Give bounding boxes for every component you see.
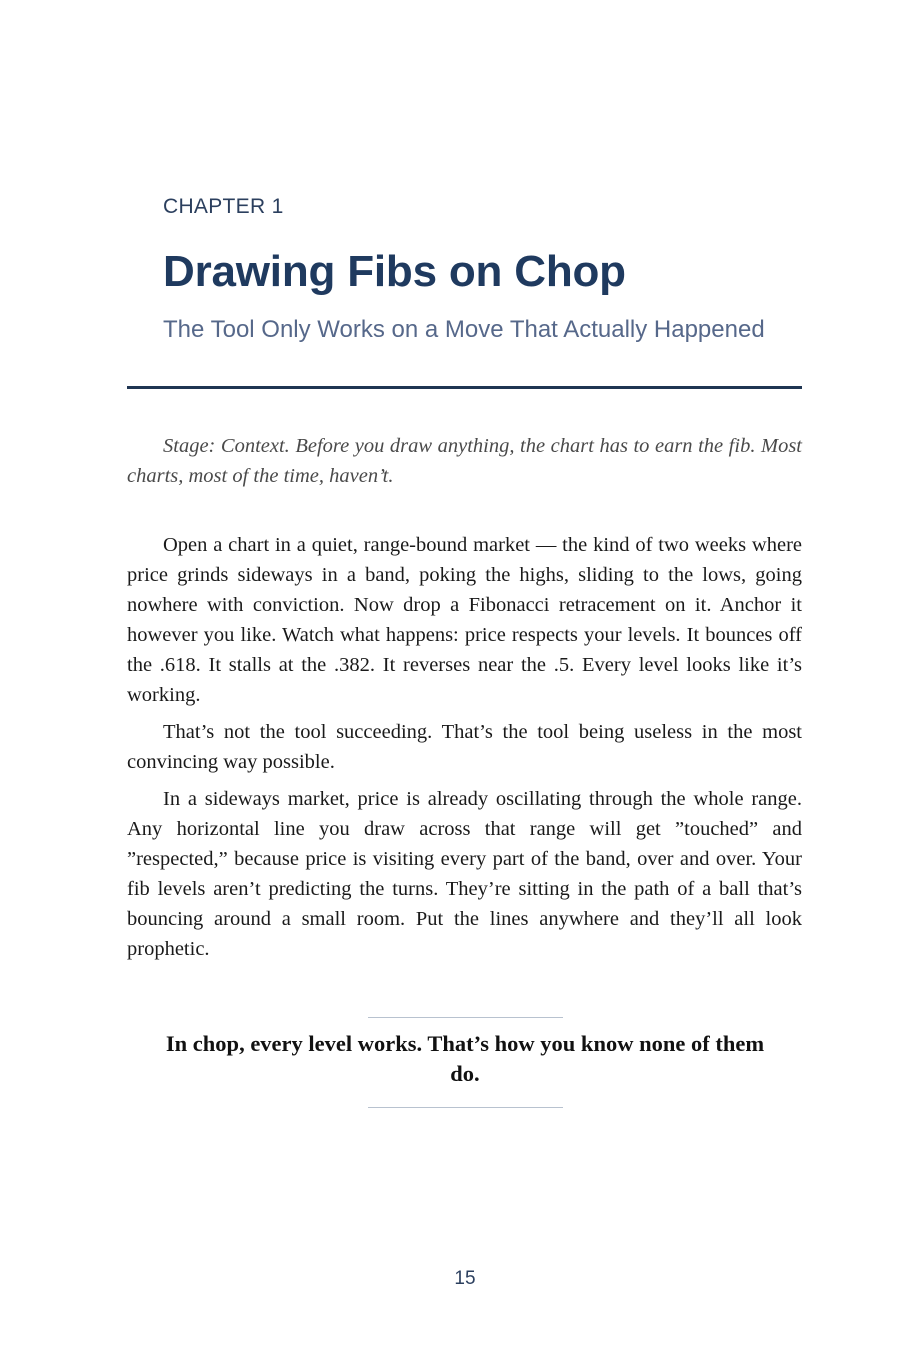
body-paragraphs — [127, 530, 802, 971]
paragraph: That’s not the tool succeeding. That’s the tool being useless in the most convincing way possible. — [127, 721, 802, 773]
chapter-label: CHAPTER 1 — [163, 195, 284, 218]
pull-quote-bottom-rule — [368, 1107, 563, 1108]
title-divider — [127, 386, 802, 389]
chapter-subtitle: The Tool Only Works on a Move That Actually Happened — [163, 316, 765, 343]
epigraph: Stage: Context. Before you draw anything, the chart has to earn the fib. Most charts, most of the time, haven’t. — [127, 435, 802, 487]
paragraph: Open a chart in a quiet, range-bound market — the kind of two weeks where price grinds sideways in a band, poking the highs, sliding to the lows, going nowhere with conviction. Now drop a Fibonacci retracement on it. Anchor it however you like. Watch what happens: price respects your levels. It bounces off the .618. It stalls at the .382. It reverses near the .5. Every level looks like it’s working. — [127, 534, 802, 706]
page-number: 15 — [454, 1268, 476, 1289]
pull-quote-top-rule — [368, 1017, 563, 1018]
chapter-title: Drawing Fibs on Chop — [163, 247, 626, 296]
paragraph: In a sideways market, price is already oscillating through the whole range. Any horizontal line you draw across that range will get ”touched” and ”respected,” because price is visiting every part of the band, over and over. Your fib levels aren’t predicting the turns. They’re sitting in the path of a ball that’s bouncing around a small room. Put the lines anywhere and they’ll all look prophetic. — [127, 788, 802, 960]
pull-quote: In chop, every level works. That’s how you know none of them do. — [165, 1031, 765, 1086]
